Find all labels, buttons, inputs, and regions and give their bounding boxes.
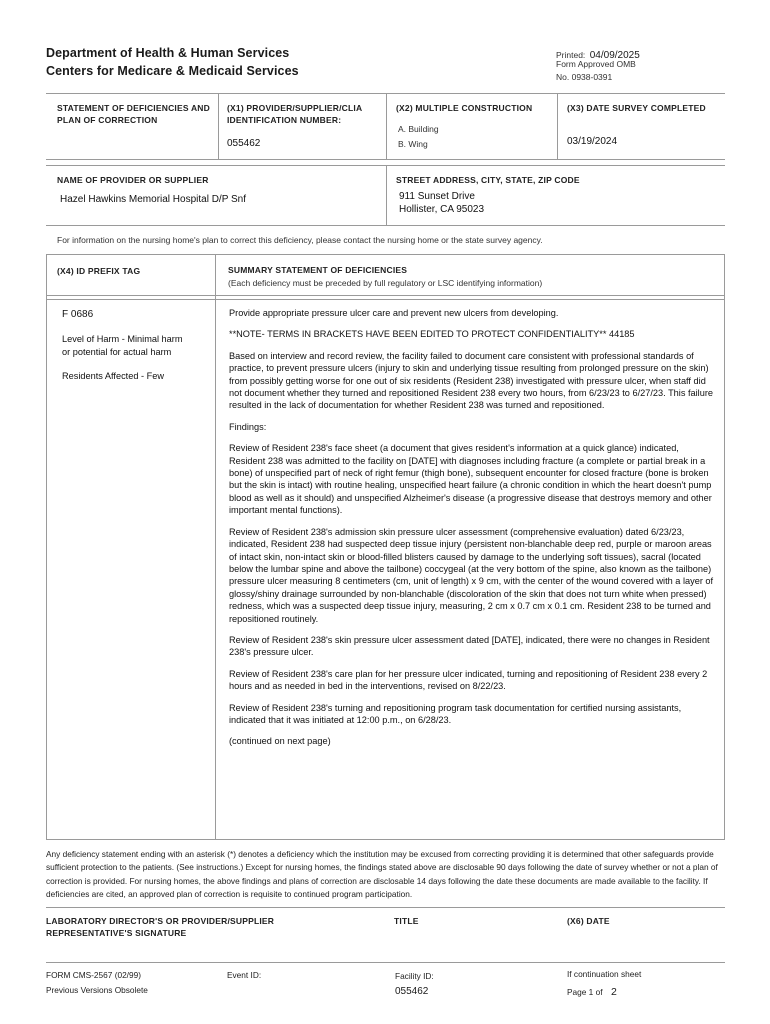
signature-label-line2: REPRESENTATIVE'S SIGNATURE [46,928,187,938]
date-label: (X6) DATE [567,916,610,926]
paragraph: Review of Resident 238's face sheet (a document that gives resident's information at a quick glance) indicated, Resident 238 was admitted to the facility on [DATE] with diagnoses including fracture (a complete or partial break in a bone) of unspecified part of neck of right femur (thigh bone), subsequent encounter for closed fracture (bone is broken but the skin is intact) with routine healing, unspecified heart failure (a chronic condition in which the heart doesn't pump blood as well as it should) and unspecified Alzheimer's disease (a progressive disease that destroys memory and other important mental functions). [229,443,712,516]
page-label: Page 1 of [567,987,603,997]
divider [215,254,216,839]
x3-label: (X3) DATE SURVEY COMPLETED [567,103,706,113]
form-id: FORM CMS-2567 (02/99) [46,970,141,980]
harm-line2: or potential for actual harm [62,346,172,357]
paragraph: Review of Resident 238's care plan for her pressure ulcer indicated, turning and repositioning of Resident 238 every 2 hours and as needed in bed in the interventions, revised on 8/22/23. [229,668,708,692]
paragraph: (continued on next page) [229,736,331,747]
provider-id-value: 055462 [227,138,261,149]
statement-label: STATEMENT OF DEFICIENCIES AND PLAN OF CORRECTION [57,103,210,125]
divider [46,299,725,300]
x4-label: (X4) ID PREFIX TAG [57,266,141,276]
x2-label: (X2) MULTIPLE CONSTRUCTION [396,103,533,113]
divider [724,254,725,839]
paragraph: Review of Resident 238's turning and repositioning program task documentation for certified nursing assistants, indicated that it was initiated at 12:00 p.m., on 6/28/23. [229,702,682,725]
divider [46,962,725,963]
agency-name-line1: Department of Health & Human Services [46,46,290,60]
divider [557,93,558,159]
agency-name-line2: Centers for Medicare & Medicaid Services [46,64,299,78]
form-approved: Form Approved OMB [556,59,636,69]
continuation-label: If continuation sheet [567,969,642,979]
divider [46,907,725,908]
x2-wing: B. Wing [398,139,428,149]
divider [46,225,725,226]
divider [46,295,725,296]
provider-name-label: NAME OF PROVIDER OR SUPPLIER [57,175,209,185]
title-label: TITLE [394,916,419,926]
info-note: For information on the nursing home's plan to correct this deficiency, please contact the nursing home or the state survey agency. [57,235,543,245]
deficiency-summary-text [229,307,717,757]
facility-id-label: Facility ID: [395,971,434,981]
survey-date-value: 03/19/2024 [567,136,618,147]
disclaimer-text: Any deficiency statement ending with an asterisk (*) denotes a deficiency which the institution may be excused from correcting providing it is determined that other safeguards provide sufficient protection to the patients. (See instructions.) Except for nursing homes, the findings stated above are disclosable 90 days following the date of survey whether or not a plan of correction is provided. For nursing homes, the above findings and plans of correction are disclosable 14 days following the date these documents are made available to the facility. If deficiencies are cited, an approved plan of correction is requisite to continued program participation. [46,849,718,899]
page-number [567,982,617,1000]
obsolete-note: Previous Versions Obsolete [46,985,148,995]
address-label: STREET ADDRESS, CITY, STATE, ZIP CODE [396,175,580,185]
printed-date: 04/09/2025 [589,50,640,61]
event-id-label: Event ID: [227,970,262,980]
address-line1: 911 Sunset Drive [399,191,475,202]
paragraph: Review of Resident 238's admission skin pressure ulcer assessment (comprehensive evaluation) dated 6/23/23, indicated, Resident 238 had suspected deep tissue injury (persistent non-blanchable deep red, purple or maroon areas of intact skin, non-intact skin or blood-filled blisters caused by damage to the underlying soft tissues), sacral (located below the lumbar spine and above the tailbone) coccygeal (at the very bottom of the spine, also known as the tailbone) pressure ulcer measuring 8 centimeters (cm, unit of length) x 9 cm, with the center of the wound covered with a layer of glossy/shiny drainage surrounded by non-blanchable (discoloration of the skin that does not turn white when pressed) redness, which was a suspected deep tissue injury, measuring, 2 cm x 0.7 cm x 0.1 cm. Resident 238 to be turned and repositioned routinely. [229,526,714,624]
paragraph: Based on interview and record review, the facility failed to document care consistent with professional standards of practice, to prevent pressure ulcers (injury to skin and underlying tissue resulting from prolonged pressure on the skin) from possibly getting worse for one out of six residents (Resident 238) investigated with pressure ulcer, when staff did not document whether they turned and repositioned Resident 238 every two hours, from 6/23/23 to 6/27/23. This failure resulted in the lack of documentation for whether Resident 238 was turned and repositioned. [229,350,713,411]
divider [386,165,387,225]
paragraph: Findings: [229,421,267,432]
divider [46,839,725,840]
paragraph: Provide appropriate pressure ulcer care and prevent new ulcers from developing. [229,308,559,318]
summary-sub: (Each deficiency must be preceded by full regulatory or LSC identifying information) [228,278,543,288]
paragraph: **NOTE- TERMS IN BRACKETS HAVE BEEN EDITED TO PROTECT CONFIDENTIALITY** 44185 [229,329,635,340]
address-line2: Hollister, CA 95023 [399,204,485,215]
divider [46,254,725,255]
divider [46,254,47,839]
level-of-harm [62,333,183,358]
page-total: 2 [610,986,617,998]
harm-line1: Level of Harm - Minimal harm [62,334,183,344]
omb-number: No. 0938-0391 [556,72,613,82]
id-prefix-tag: F 0686 [62,309,94,320]
divider [46,159,725,160]
divider [218,93,219,159]
divider [386,93,387,159]
x1-label: (X1) PROVIDER/SUPPLIER/CLIA IDENTIFICATION NUMBER: [227,103,362,125]
provider-name-value: Hazel Hawkins Memorial Hospital D/P Snf [60,194,246,205]
residents-affected: Residents Affected - Few [62,371,164,381]
x2-building: A. Building [398,124,439,134]
summary-label: SUMMARY STATEMENT OF DEFICIENCIES [228,265,408,275]
printed-label: Printed: [556,50,586,60]
signature-label-line1: LABORATORY DIRECTOR'S OR PROVIDER/SUPPLIER [46,916,275,926]
paragraph: Review of Resident 238's skin pressure ulcer assessment dated [DATE], indicated, there were no changes in Resident 238's pressure ulcer. [229,634,710,658]
signature-label [46,915,274,939]
facility-id-value: 055462 [395,986,429,997]
